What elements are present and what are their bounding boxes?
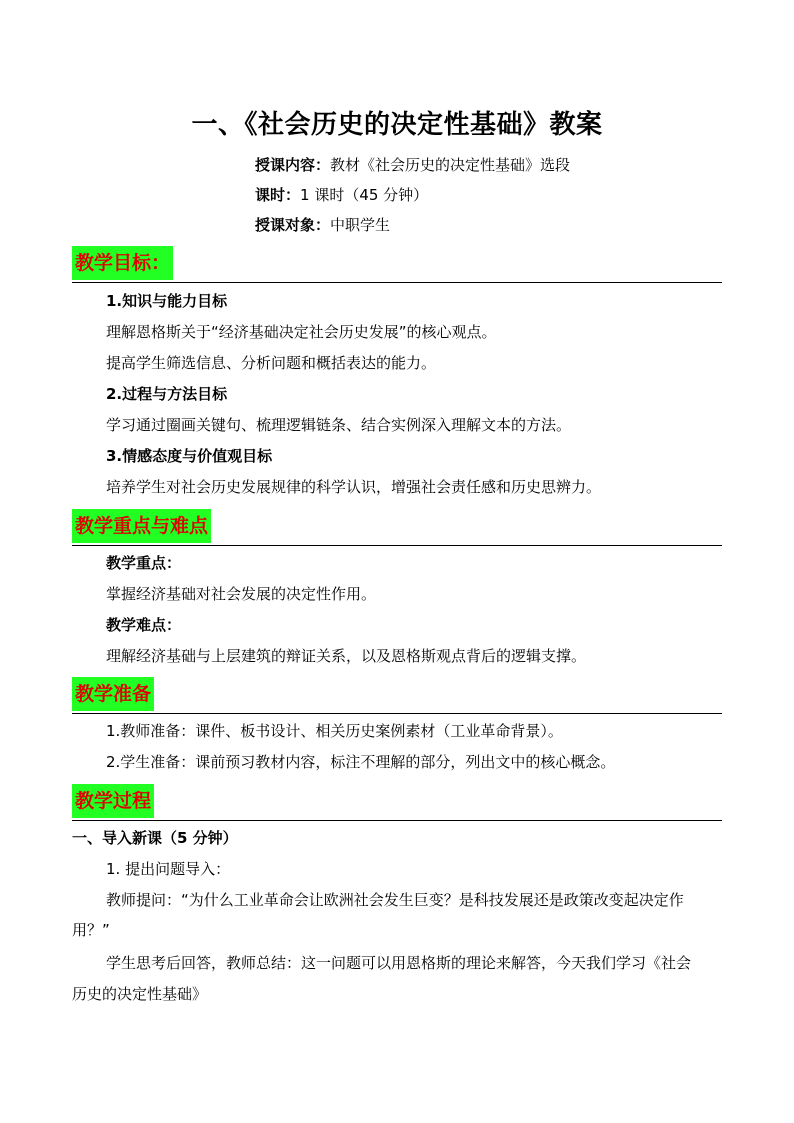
objective-knowledge-title: 1.知识与能力目标 — [106, 292, 228, 310]
key-point-label: 教学重点： — [106, 554, 182, 572]
meta-content-label: 授课内容： — [255, 156, 331, 174]
document-title: 一、《社会历史的决定性基础》教案 — [191, 110, 603, 140]
objective-knowledge-text-2: 提高学生筛选信息、分析问题和概括表达的能力。 — [106, 354, 437, 372]
process-part1-title: 一、导入新课（5 分钟） — [72, 829, 238, 847]
objective-process-title: 2.过程与方法目标 — [106, 385, 228, 403]
objective-process-text: 学习通过圈画关键句、梳理逻辑链条、结合实例深入理解文本的方法。 — [106, 416, 572, 434]
meta-content-value: 教材《社会历史的决定性基础》选段 — [330, 156, 571, 174]
teacher-question-line1: 教师提问：“为什么工业革命会让欧洲社会发生巨变？是科技发展还是政策改变起决定作 — [106, 891, 684, 909]
meta-hours-label: 课时： — [255, 186, 301, 204]
meta-hours-value: 1 课时（45 分钟） — [300, 186, 429, 204]
section-heading-process: 教学过程 — [72, 784, 154, 818]
meta-content — [255, 154, 570, 175]
section-heading-prep: 教学准备 — [72, 677, 154, 711]
difficulty-text: 理解经济基础与上层建筑的辩证关系，以及恩格斯观点背后的逻辑支撑。 — [106, 647, 587, 665]
section-heading-objectives: 教学目标： — [72, 246, 173, 280]
section-divider — [72, 545, 722, 546]
objective-emotion-text: 培养学生对社会历史发展规律的科学认识，增强社会责任感和历史思辨力。 — [106, 478, 602, 496]
meta-hours — [255, 184, 428, 205]
teacher-question-line2: 用？” — [72, 921, 110, 939]
summary-line1: 学生思考后回答，教师总结：这一问题可以用恩格斯的理论来解答，今天我们学习《社会 — [106, 954, 692, 972]
objective-knowledge-text-1: 理解恩格斯关于“经济基础决定社会历史发展”的核心观点。 — [106, 323, 497, 341]
summary-line2: 历史的决定性基础》 — [72, 985, 208, 1003]
objective-emotion-title: 3.情感态度与价值观目标 — [106, 447, 273, 465]
meta-audience-value: 中职学生 — [330, 216, 391, 234]
prep-student: 2.学生准备：课前预习教材内容，标注不理解的部分，列出文中的核心概念。 — [106, 753, 616, 771]
key-point-text: 掌握经济基础对社会发展的决定性作用。 — [106, 585, 377, 603]
meta-audience-label: 授课对象： — [255, 216, 331, 234]
process-step1: 1. 提出问题导入： — [106, 860, 231, 878]
section-divider — [72, 713, 722, 714]
section-heading-keypoints: 教学重点与难点 — [72, 509, 211, 543]
prep-teacher: 1.教师准备：课件、板书设计、相关历史案例素材（工业革命背景）。 — [106, 722, 563, 740]
difficulty-label: 教学难点： — [106, 616, 182, 634]
meta-audience — [255, 214, 390, 235]
section-divider — [72, 282, 722, 283]
section-divider — [72, 820, 722, 821]
